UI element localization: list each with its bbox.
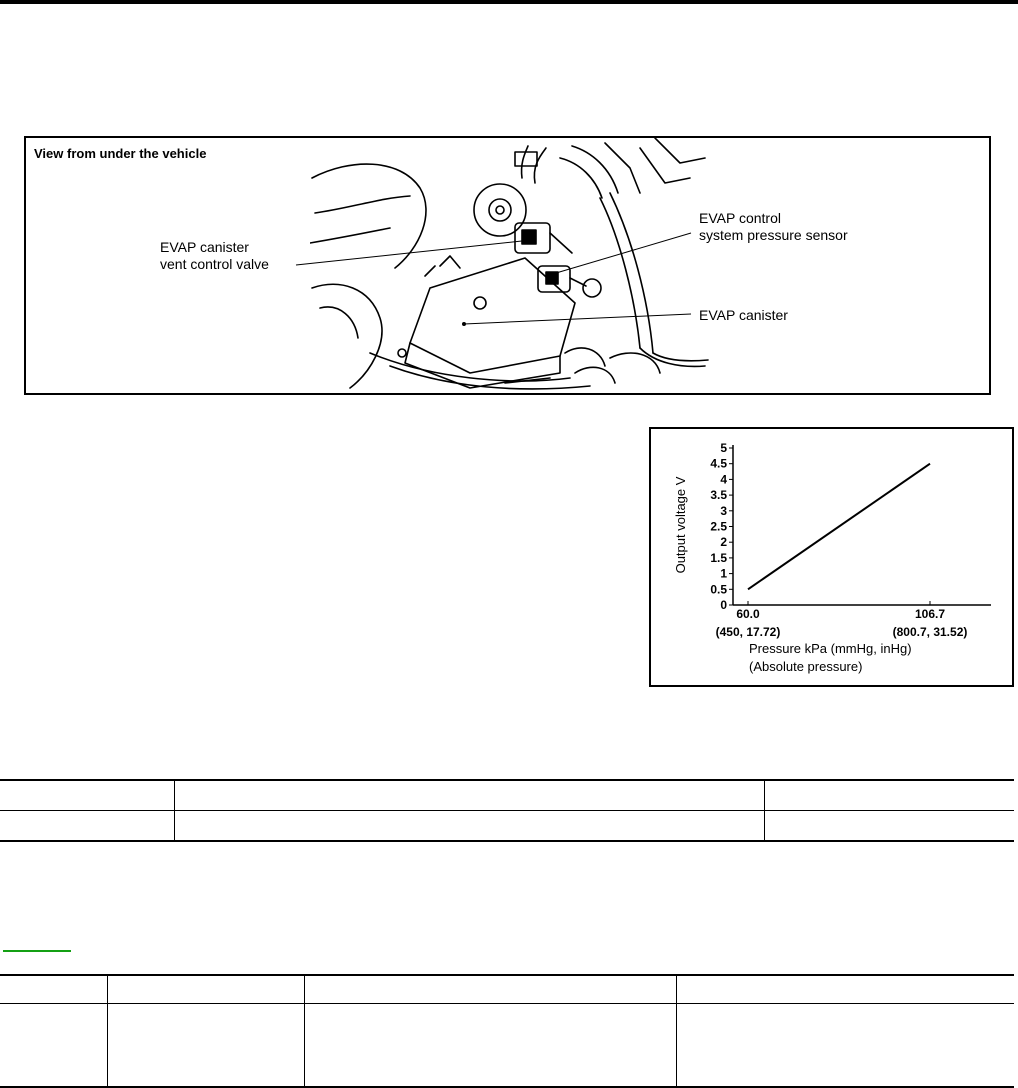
table-cell [765, 811, 1015, 842]
table-cell [108, 975, 305, 1004]
table-cell [677, 1004, 1015, 1088]
table-row [0, 780, 1014, 811]
table-cell [0, 811, 175, 842]
x-axis-label: Pressure kPa (mmHg, inHg) [749, 641, 912, 656]
x-tick-label: 60.0 [736, 607, 760, 621]
y-tick-label: 4.5 [710, 456, 727, 471]
y-tick-label: 1 [720, 566, 727, 581]
table-header-row [0, 975, 1014, 1004]
table-cell [0, 1004, 108, 1088]
table-cell [305, 975, 677, 1004]
y-tick-group [710, 441, 733, 612]
component-location-figure [24, 136, 991, 395]
x-tick-sublabel: (800.7, 31.52) [892, 625, 968, 639]
y-tick-label: 0 [720, 598, 727, 612]
table-cell [0, 975, 108, 1004]
header-rule [0, 0, 1018, 4]
y-axis-label: Output voltage V [673, 476, 688, 574]
table-cell [175, 780, 765, 811]
y-tick-label: 4 [720, 472, 727, 487]
table-cell [0, 780, 175, 811]
x-tick-sublabel: (450, 17.72) [715, 625, 781, 639]
x-axis-label-note: (Absolute pressure) [749, 659, 863, 674]
table-cell [175, 811, 765, 842]
dtc-logic-table [0, 974, 1014, 1088]
y-tick-label: 0.5 [710, 582, 727, 597]
table-cell [765, 780, 1015, 811]
callout-vent-control-valve: EVAP canister vent control valve [160, 239, 269, 272]
inspection-table [0, 779, 1014, 842]
table-cell [108, 1004, 305, 1088]
callout-evap-canister: EVAP canister [699, 307, 788, 323]
sensor-characteristic-graph [649, 427, 1014, 687]
figure-caption: View from under the vehicle [34, 146, 207, 161]
series-line [748, 464, 930, 590]
table-cell [677, 975, 1015, 1004]
y-tick-label: 1.5 [710, 550, 727, 565]
table-cell [305, 1004, 677, 1088]
x-tick-group [716, 601, 968, 639]
y-tick-label: 2.5 [710, 519, 727, 534]
y-tick-label: 3 [720, 503, 727, 518]
hyperlink-underline[interactable] [3, 950, 71, 952]
y-tick-label: 5 [720, 441, 727, 455]
table-row [0, 1004, 1014, 1088]
y-tick-label: 2 [720, 535, 727, 550]
graph-canvas [651, 429, 1012, 685]
callout-pressure-sensor: EVAP control system pressure sensor [699, 210, 848, 243]
table-row [0, 811, 1014, 842]
x-tick-label: 106.7 [914, 607, 946, 621]
y-tick-label: 3.5 [710, 488, 727, 503]
